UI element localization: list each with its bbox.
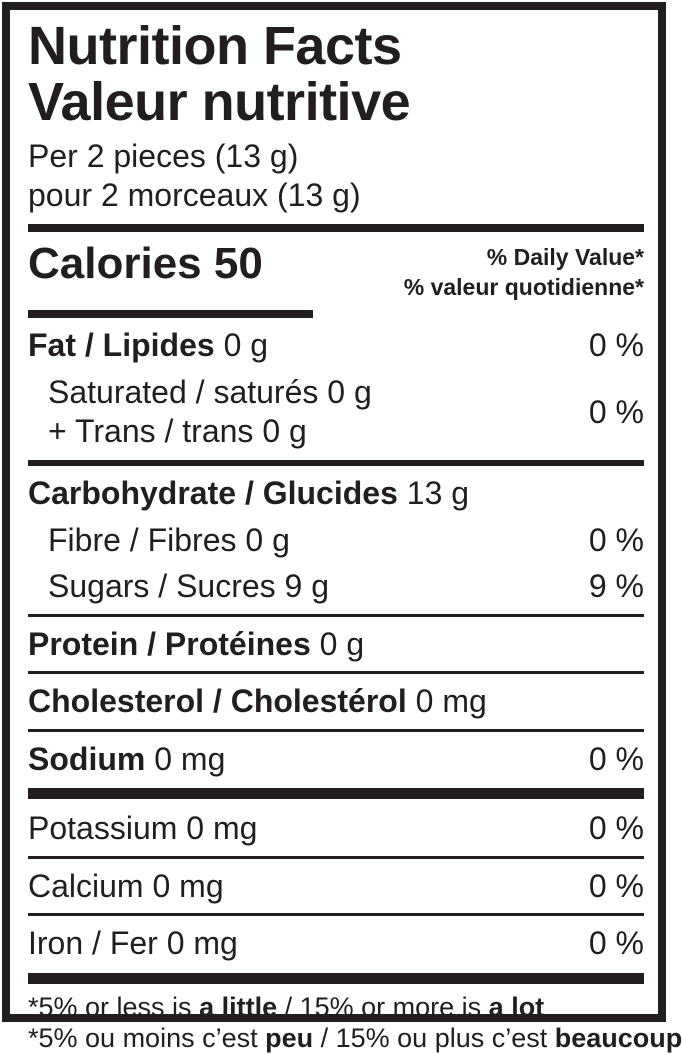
nutrient-dv: 0 % [588, 810, 644, 847]
separator-thin [28, 913, 644, 916]
nutrient-name: Calcium [28, 867, 144, 904]
nutrient-dv: 0 % [588, 740, 644, 777]
separator-thick [28, 788, 644, 799]
nutrient-name: Fibre / Fibres [48, 521, 237, 558]
title-fr: Valeur nutritive [28, 72, 411, 133]
nutrient-dv: 0 % [588, 867, 644, 904]
nutrient-amount: 0 mg [152, 867, 224, 904]
serving-size-fr: pour 2 morceaux (13 g) [28, 176, 361, 213]
nutrient-line-trans: + Trans / trans 0 g [48, 412, 307, 449]
nutrient-name: Iron / Fer [28, 925, 158, 962]
serving-size-en: Per 2 pieces (13 g) [28, 138, 299, 175]
nutrient-dv: 0 % [588, 393, 644, 430]
nutrient-line-saturated: Saturated / saturés 0 g [48, 374, 372, 411]
nutrient-row-potassium [28, 805, 644, 851]
nutrient-amount: 0 mg [186, 810, 258, 847]
nutrient-row-fat [28, 322, 644, 368]
nutrient-name: Fat / Lipides [28, 326, 215, 363]
nutrient-row-fibre [28, 517, 644, 563]
nutrient-row-cholesterol [28, 678, 644, 724]
nutrient-dv: 0 % [588, 521, 644, 558]
nutrient-name: Cholesterol / Cholestérol [28, 683, 407, 720]
nutrient-row-sugars [28, 563, 644, 609]
nutrient-row-iron [28, 920, 644, 966]
nutrient-dv: 0 % [588, 925, 644, 962]
nutrient-row-sodium [28, 736, 644, 782]
nutrient-name: Sodium [28, 740, 146, 777]
daily-value-header-en: % Daily Value* [486, 244, 644, 271]
calories-row [28, 240, 644, 303]
footnote [28, 991, 682, 1055]
separator-medium [28, 224, 644, 232]
separator-medium [28, 460, 644, 466]
nutrient-amount: 0 mg [154, 740, 226, 777]
nutrient-name: Protein / Protéines [28, 625, 311, 662]
daily-value-header [404, 243, 644, 303]
nutrient-dv: 0 % [588, 326, 644, 363]
nutrient-name: Potassium [28, 810, 178, 847]
nutrient-row-carbohydrate [28, 470, 644, 516]
nutrient-amount: 0 g [223, 326, 269, 363]
separator-thin [28, 614, 644, 617]
nutrient-dv: 9 % [588, 568, 644, 605]
serving-size [28, 137, 644, 214]
daily-value-header-fr: % valeur quotidienne* [403, 273, 644, 300]
footnote-en: *5% or less is a little / 15% or more is a lot [28, 991, 545, 1022]
nutrient-amount: 0 g [245, 521, 290, 558]
title-en: Nutrition Facts [28, 16, 402, 76]
footnote-fr: *5% ou moins c’est peu / 15% ou plus c’est beaucoup [28, 1023, 682, 1054]
separator-thick [28, 973, 644, 984]
separator-thin [28, 856, 644, 859]
separator-thin [28, 729, 644, 732]
nutrient-row-calcium [28, 863, 644, 909]
nutrient-name: Sugars / Sucres [48, 568, 276, 605]
nutrient-amount: 13 g [406, 475, 470, 512]
nutrient-amount: 0 g [319, 625, 365, 662]
nutrient-row-protein [28, 621, 644, 667]
separator-thin [28, 671, 644, 674]
nutrition-facts-label [2, 2, 682, 1054]
calories-value: Calories 50 [28, 239, 263, 289]
nutrient-amount: 0 mg [166, 925, 238, 962]
nutrient-name: Carbohydrate / Glucides [28, 475, 398, 512]
nutrient-row-saturated-trans [28, 368, 644, 455]
label-title [28, 16, 644, 133]
calories-underline [28, 310, 313, 318]
nutrient-amount: 9 g [284, 568, 330, 605]
nutrient-amount: 0 mg [415, 683, 487, 720]
